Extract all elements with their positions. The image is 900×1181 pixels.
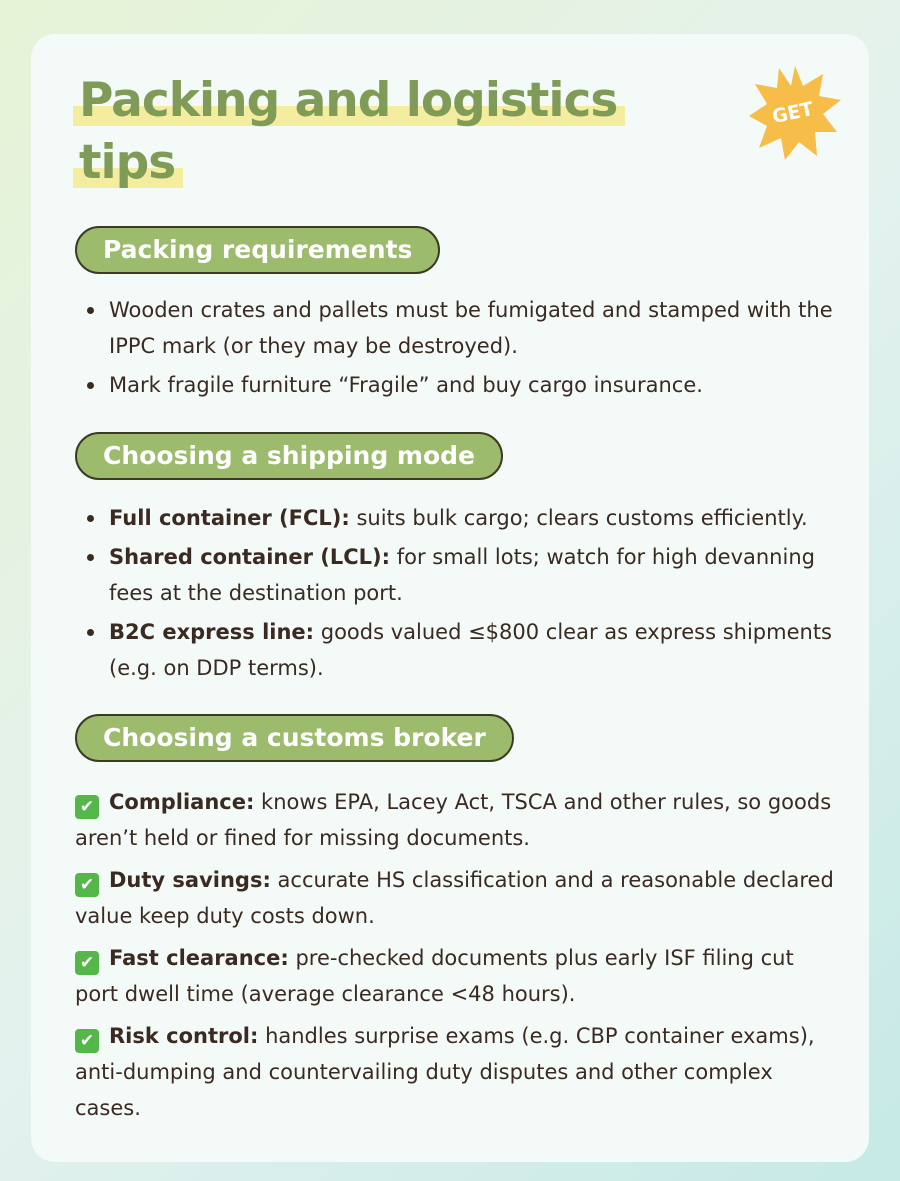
packing-list — [75, 292, 835, 406]
list-item: Shared container (LCL): for small lots; watch for high devanning fees at the destination port. — [75, 539, 835, 611]
section-heading-packing: Packing requirements — [75, 226, 440, 274]
bullet-dot — [87, 382, 94, 389]
checkmark-icon: ✔ — [75, 795, 99, 819]
section-heading-shipping: Choosing a shipping mode — [75, 432, 503, 480]
broker-checklist — [75, 784, 835, 1132]
list-item: Wooden crates and pallets must be fumigated and stamped with the IPPC mark (or they may be destroyed). — [75, 292, 835, 364]
bullet-dot — [87, 307, 94, 314]
checkmark-icon: ✔ — [75, 1029, 99, 1053]
bullet-dot — [87, 515, 94, 522]
checklist-item: ✔ Risk control: handles surprise exams (e.g. CBP container exams), anti-dumping and countervailing duty disputes and other complex cases. — [75, 1024, 815, 1120]
page-title — [79, 70, 719, 194]
bullet-dot — [87, 554, 94, 561]
title-line-1: Packing and logistics — [79, 70, 617, 132]
badge-text: GET — [770, 97, 816, 129]
bullet-dot — [87, 629, 94, 636]
list-item: B2C express line: goods valued ≤$800 clear as express shipments (e.g. on DDP terms). — [75, 614, 835, 686]
title-line-2: tips — [79, 132, 175, 194]
checklist-item: ✔ Fast clearance: pre-checked documents plus early ISF filing cut port dwell time (average clearance <48 hours). — [75, 946, 794, 1006]
checklist-item: ✔ Duty savings: accurate HS classification and a reasonable declared value keep duty costs down. — [75, 868, 834, 928]
content-card — [31, 34, 869, 1162]
checklist-item: ✔ Compliance: knows EPA, Lacey Act, TSCA and other rules, so goods aren’t held or fined for missing documents. — [75, 790, 832, 850]
shipping-list — [75, 500, 835, 689]
list-item: Full container (FCL): suits bulk cargo; clears customs efficiently. — [75, 500, 835, 536]
get-starburst-badge — [747, 64, 843, 160]
checkmark-icon: ✔ — [75, 951, 99, 975]
checkmark-icon: ✔ — [75, 873, 99, 897]
section-heading-broker: Choosing a customs broker — [75, 714, 514, 762]
list-item: Mark fragile furniture “Fragile” and buy cargo insurance. — [75, 367, 835, 403]
